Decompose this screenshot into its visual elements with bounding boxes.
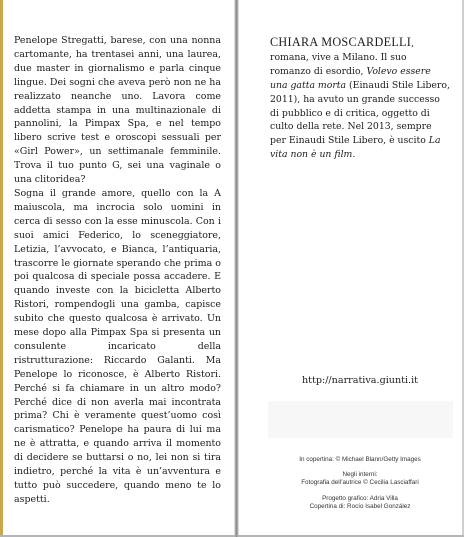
bio-book-title-1: Volevo essere una gatta morta [270,65,431,91]
credit-design: Progetto grafico: Adria Villa [322,494,398,502]
bio-book-title-2: La vita non è un film [270,135,441,161]
credit-cover-design: Copertina di: Rocío Isabel González [309,502,411,510]
author-name: CHIARA MOSCARDELLI [270,35,412,49]
book-edge-left [0,0,3,537]
credit-interior-label: Negli interni: [342,471,378,479]
synopsis-paragraph-1: Penelope Stregatti, barese, con una nonna cartomante, ha trentasei anni, una laurea, due master in giornalismo e parla cinque lingue. Dei sogni che aveva però non ne ha realizzato neanche uno. Lavora come addetta stampa in una multinazionale di pannolini, la Pimpax Spa, e nel tempo libero scrive test e oroscopi sessuali per «Girl Power», un settimanale femminile. Trova il tuo punto G, sei una vaginale o una clitoridea? [14,35,221,186]
synopsis-paragraph-2: Sogna il grande amore, quello con la A maiuscola, ma incrocia solo uomini in cerca di sesso con la esse minuscola. Con i suoi amici Federico, lo sceneggiatore, Letizia, l’avvocato, e Bianca, l’antiquaria, trascorre le giornate sperando che prima o poi qualcosa di speciale possa accadere. E quando investe con la bicicletta Alberto Ristori, rompendogli una gamba, capisce subito che questo qualcosa è arrivato. Un mese dopo alla Pimpax Spa si presenta un consulente incaricato della ristrutturazione: Riccardo Galanti. Ma Penelope lo riconosce, è Alberto Ristori. Perché si fa chiamare in un altro modo? Perché dice di non averla mai incontrata prima? Chi è veramente quest’uomo così carismatico? Penelope ha paura di lui ma ne è attratta, e quando arriva il momento di decidere se buttarsi o no, lei non si tira indietro, perché la vita è un’avventura e tutto può succedere, quando meno te lo aspetti. [14,187,221,505]
bio-text-3: . [352,149,356,161]
publisher-url[interactable]: http://narrativa.giunti.it [301,375,419,386]
author-bio [270,36,450,162]
credit-cover: In copertina: © Michael Blann/Getty Images [299,456,421,463]
image-credits [270,456,450,511]
credit-interior: Fotografia dell’autrice © Cecilia Lasciaffari [301,479,419,487]
book-gutter [234,0,239,537]
left-page-synopsis [14,34,221,507]
bio-text-2: (Einaudi Stile Libero, 2011), ha avuto un grande successo di pubblico e di critica, oggetto di culto della rete. Nel 2013, sempre per Einaudi Stile Libero, è uscito [270,79,450,147]
barcode-area [268,401,453,438]
bio-text-1: , romana, vive a Milano. Il suo romanzo di esordio, [270,38,415,77]
